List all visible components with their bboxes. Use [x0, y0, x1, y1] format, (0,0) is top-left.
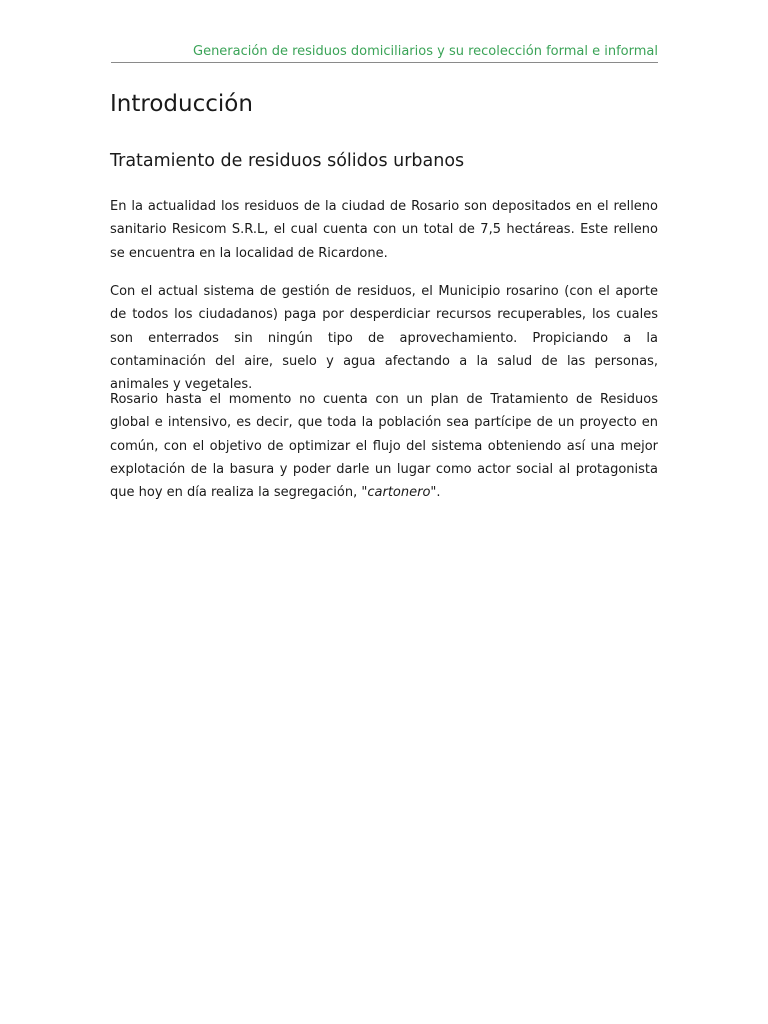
paragraph-3: [110, 388, 658, 504]
header-divider: [111, 62, 658, 63]
paragraph-2: Con el actual sistema de gestión de residuos, el Municipio rosarino (con el aporte de todos los ciudadanos) paga por desperdiciar recursos recuperables, los cuales son enterrados sin ningún tipo de aprovechamiento. Propiciando a la contaminación del aire, suelo y agua afectando a la salud de las personas, animales y vegetales.: [110, 284, 658, 393]
paragraph-1: En la actualidad los residuos de la ciudad de Rosario son depositados en el relleno sanitario Resicom S.R.L, el cual cuenta con un total de 7,5 hectáreas. Este relleno se encuentra en la localidad de Ricardone.: [110, 199, 658, 261]
running-header: Generación de residuos domiciliarios y su recolección formal e informal: [193, 44, 658, 59]
chapter-title: Introducción: [110, 91, 253, 117]
paragraph-3-close-quote: ".: [430, 485, 441, 501]
paragraph-3-text: Rosario hasta el momento no cuenta con un plan de Tratamiento de Residuos global e intensivo, es decir, que toda la población sea partícipe de un proyecto en común, con el objetivo de optimizar el flujo del sistema obteniendo así una mejor explotación de la basura y poder darle un lugar como actor social al protagonista que hoy en día realiza la segregación,: [110, 392, 658, 501]
paragraph-3-italic-term: cartonero: [367, 485, 431, 501]
paragraph-3-open-quote: ": [361, 485, 368, 501]
section-title: Tratamiento de residuos sólidos urbanos: [110, 151, 465, 171]
